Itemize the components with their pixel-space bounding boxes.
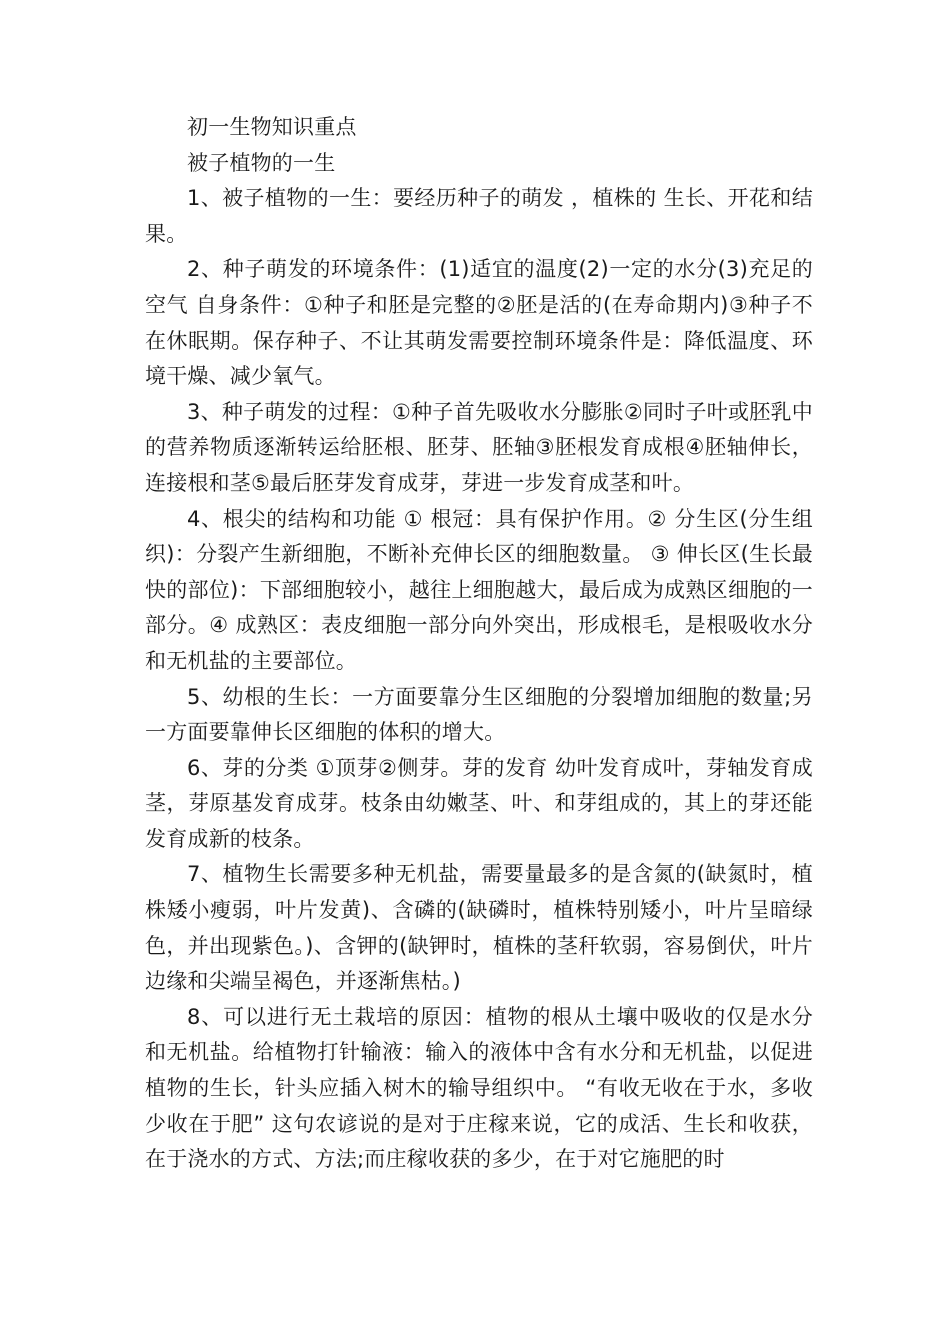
paragraph-2: 2、种子萌发的环境条件：(1)适宜的温度(2)一定的水分(3)充足的空气 自身条件：①种子和胚是完整的②胚是活的(在寿命期内)③种子不在休眠期。保存种子、不让其萌发需要控制环境条件是：降低温度、环境干燥、减少氧气。: [145, 257, 813, 389]
document-page: [145, 110, 813, 1178]
document-title: 初一生物知识重点: [187, 115, 357, 139]
paragraph-7: 7、植物生长需要多种无机盐，需要量最多的是含氮的(缺氮时，植株矮小瘦弱，叶片发黄)、含磷的(缺磷时，植株特别矮小，叶片呈暗绿色，并出现紫色。)、含钾的(缺钾时，植株的茎秆软弱，容易倒伏，叶片边缘和尖端呈褐色，并逐渐焦枯。): [145, 862, 813, 994]
paragraph-5: 5、幼根的生长：一方面要靠分生区细胞的分裂增加细胞的数量;另一方面要靠伸长区细胞的体积的增大。: [145, 684, 813, 745]
section-title: 被子植物的一生: [187, 150, 336, 175]
paragraph-8: 8、可以进行无土栽培的原因：植物的根从土壤中吸收的仅是水分和无机盐。给植物打针输液：输入的液体中含有水分和无机盐，以促进植物的生长，针头应插入树木的输导组织中。 “有收无收在于水，多收少收在于肥” 这句农谚说的是对于庄稼来说，它的成活、生长和收获，在于浇水的方式、方法;而庄稼收获的多少，在于对它施肥的时: [145, 1004, 813, 1172]
paragraph-4: 4、根尖的结构和功能 ① 根冠：具有保护作用。② 分生区(分生组织)：分裂产生新细胞，不断补充伸长区的细胞数量。 ③ 伸长区(生长最快的部位)：下部细胞较小，越往上细胞越大，最后成为成熟区细胞的一部分。④ 成熟区：表皮细胞一部分向外突出，形成根毛，是根吸收水分和无机盐的主要部位。: [145, 506, 813, 673]
paragraph-3: 3、种子萌发的过程：①种子首先吸收水分膨胀②同时子叶或胚乳中的营养物质逐渐转运给胚根、胚芽、胚轴③胚根发育成根④胚轴伸长，连接根和茎⑤最后胚芽发育成芽，芽进一步发育成茎和叶。: [145, 399, 813, 495]
paragraph-6: 6、芽的分类 ①顶芽②侧芽。芽的发育 幼叶发育成叶，芽轴发育成茎，芽原基发育成芽。枝条由幼嫩茎、叶、和芽组成的，其上的芽还能发育成新的枝条。: [145, 755, 813, 851]
paragraph-1: 1、被子植物的一生：要经历种子的萌发 ，植株的 生长、开花和结果。: [145, 186, 813, 246]
